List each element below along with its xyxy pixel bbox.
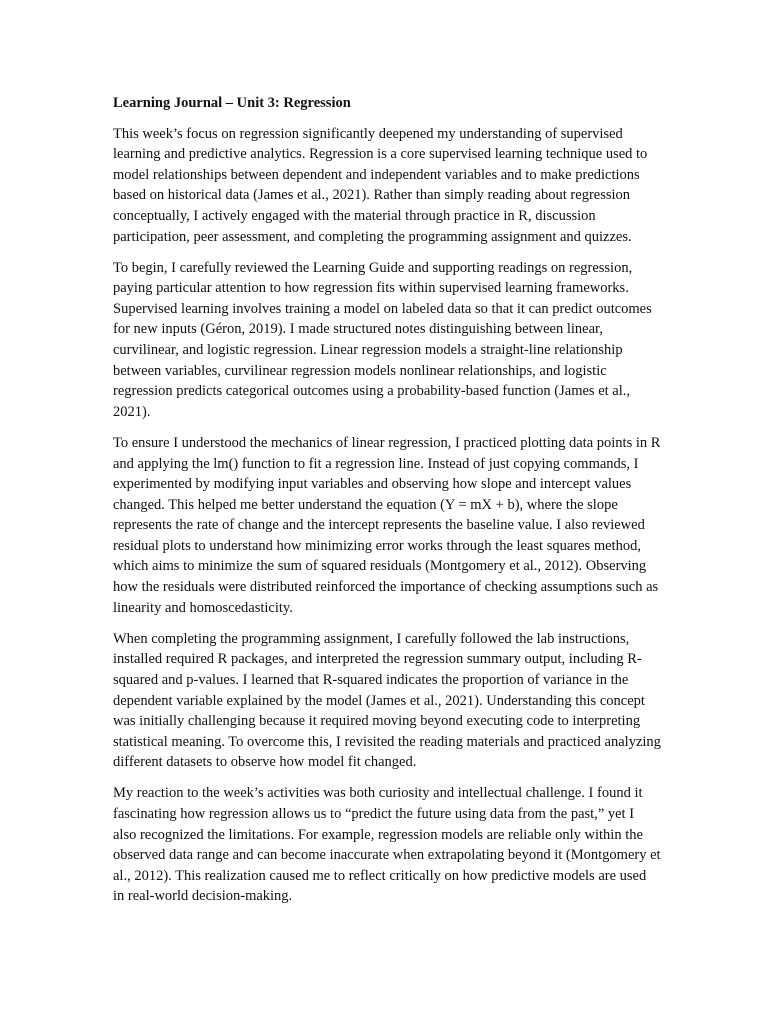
paragraph-1: This week’s focus on regression significantly deepened my understanding of supervised learning and predictive analytics. Regression is a core supervised learning technique used to model relationships between dependent and independent variables and to make predictions based on historical data (James et al., 2021). Rather than simply reading about regression conceptually, I actively engaged with the material through practice in R, discussion participation, peer assessment, and completing the programming assignment and quizzes.: [113, 125, 648, 245]
paragraph-2: To begin, I carefully reviewed the Learning Guide and supporting readings on regression, paying particular attention to how regression fits within supervised learning frameworks. Supervised learning involves training a model on labeled data so that it can predict outcomes for new inputs (Géron, 2019). I made structured notes distinguishing between linear, curvilinear, and logistic regression. Linear regression models a straight-line relationship between variables, curvilinear regression models nonlinear relationships, and logistic regression predicts categorical outcomes using a probability-based function (James et al., 2021).: [113, 259, 652, 420]
document-title: Learning Journal – Unit 3: Regression: [113, 95, 351, 111]
paragraph-3: To ensure I understood the mechanics of linear regression, I practiced plotting data points in R and applying the lm() function to fit a regression line. Instead of just copying commands, I experimented by modifying input variables and observing how slope and intercept values changed. This helped me better understand the equation (Y = mX + b), where the slope represents the rate of change and the intercept represents the baseline value. I also reviewed residual plots to understand how minimizing error works through the least squares method, which aims to minimize the sum of squared residuals (Montgomery et al., 2012). Observing how the residuals were distributed reinforced the importance of checking assumptions such as linearity and homoscedasticity.: [113, 434, 661, 616]
paragraph-4: When completing the programming assignment, I carefully followed the lab instructions, installed required R packages, and interpreted the regression summary output, including R-squared and p-values. I learned that R-squared indicates the proportion of variance in the dependent variable explained by the model (James et al., 2021). Understanding this concept was initially challenging because it required moving beyond executing code to interpreting statistical meaning. To overcome this, I revisited the reading materials and practiced analyzing different datasets to observe how model fit changed.: [113, 630, 661, 771]
paragraph-5: My reaction to the week’s activities was both curiosity and intellectual challenge. I found it fascinating how regression allows us to “predict the future using data from the past,” yet I also recognized the limitations. For example, regression models are reliable only within the observed data range and can become inaccurate when extrapolating beyond it (Montgomery et al., 2012). This realization caused me to reflect critically on how predictive models are used in real-world decision-making.: [113, 785, 661, 905]
document-body: [113, 93, 661, 917]
